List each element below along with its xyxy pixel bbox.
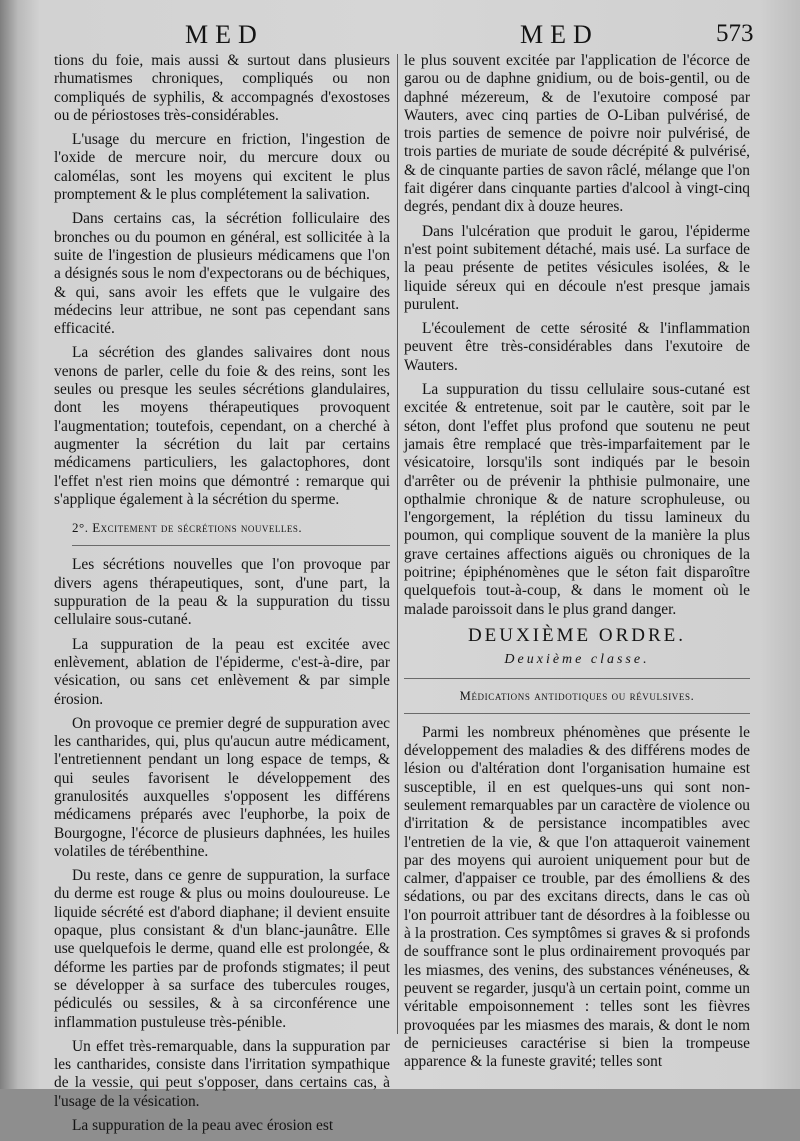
paragraph: Dans certains cas, la sécrétion folliculaire des bronches ou du poumon en général, est sollicitée à la suite de l'ingestion de plusieurs médicamens que l'on a désignés sous le nom d'expectorans ou de béchiques, & qui, sans avoir les effets que le vulgaire des médecins leur attribue, ne sont pas cependant sans efficacité. <box>54 210 390 338</box>
right-column <box>404 52 750 1077</box>
paragraph: La sécrétion des glandes salivaires dont nous venons de parler, celle du foie & des reins, sont les seules ou presque les seules sécrétions glandulaires, dont les moyens thérapeutiques provoquent l'augmentation; toutefois, cependant, on a cherché à augmenter la sécrétion du lait par certains médicamens particuliers, les galactophores, dont l'effet n'est rien moins que démontré : remarque qui s'applique également à la sécrétion du sperme. <box>54 344 390 508</box>
class-heading: Deuxième classe. <box>404 651 750 678</box>
paragraph: Dans l'ulcération que produit le garou, l'épiderme n'est point subitement détaché, mais usé. La surface de la peau présente de petites vésicules isolées, & le liquide séreux qui en découle n'est presque jamais purulent. <box>404 222 750 313</box>
order-heading: DEUXIÈME ORDRE. <box>467 624 687 646</box>
paragraph: tions du foie, mais aussi & surtout dans plusieurs rhumatismes chroniques, compliqués ou non compliqués de syphilis, & accompagnés d'exostoses ou de périostoses très-considérables. <box>54 52 390 124</box>
paragraph: La suppuration de la peau avec érosion est <box>72 1117 334 1135</box>
paragraph: La suppuration de la peau est excitée avec enlèvement, ablation de l'épiderme, c'est-à-dire, par vésication, ou sans cet enlèvement & par simple érosion. <box>54 635 390 708</box>
column-divider <box>397 54 398 1034</box>
header-right-title: MED <box>520 20 599 49</box>
paragraph: le plus souvent excitée par l'application de l'écorce de garou ou de daphne gnidium, ou de bois-gentil, ou de daphné mézereum, & de l'exutoire composé par Wauters, avec cinq parties de O-Liban pulvérisé, de trois parties de semence de poivre noir pulvérisé, de trois parties de muriate de soude décrépité & pulvérisé, & de cinquante parties de savon râclé, mélange que l'on fait digérer dans cinquante parties d'alcool à vingt-cinq degrés, pendant dix à douze heures. <box>404 52 750 216</box>
running-header <box>0 20 800 52</box>
page-number: 573 <box>716 20 754 47</box>
paragraph: Les sécrétions nouvelles que l'on provoque par divers agens thérapeutiques, sont, d'une part, la suppuration de la peau & la suppuration du tissu cellulaire sous-cutané. <box>54 556 390 629</box>
header-left-title: MED <box>185 20 264 49</box>
section-heading: 2°. Excitement de sécrétions nouvelles. <box>72 519 390 546</box>
paragraph: Parmi les nombreux phénomènes que présente le développement des maladies & des différens modes de lésion ou d'altération dont l'organisation humaine est susceptible, il en est quelques-uns qui sont non-seulement remarquables par un caractère de violence ou d'irritation & de persistance incompatibles avec l'entretien de la vie, & que l'on attaqueroit vainement par des moyens qui auroient uniquement pour but de calmer, d'appaiser ce trouble, par des émolliens & des sédations, ou par des excitans directs, dans le cas où l'on pourroit attribuer tant de désordres à la foiblesse ou à la prostration. Ces symptômes si graves & si profonds de souffrance sont le plus ordinairement provoqués par les miasmes, des venins, des substances vénéneuses, & peuvent se regarder, jusqu'à un certain point, comme un véritable empoisonnement : telles sont les fièvres provoquées par les miasmes des marais, & dont le nom de pernicieuses caractérise si bien la trompeuse apparence & la funeste gravité; telles sont <box>404 723 750 1071</box>
paragraph: On provoque ce premier degré de suppuration avec les cantharides, qui, plus qu'aucun autre médicament, l'entretiennent pendant un long espace de temps, & qui seules favorisent le développement des granulosités auxquelles s'opposent les différens médicamens préparés avec l'euphorbe, la poix de Bourgogne, l'écorce de plusieurs daphnées, les huiles volatiles de térébenthine. <box>54 714 390 860</box>
paragraph: Du reste, dans ce genre de suppuration, la surface du derme est rouge & plus ou moins douloureuse. Le liquide sécrété est d'abord diaphane; il devient ensuite opaque, plus consistant & d'un blanc-jaunâtre. Elle use quelquefois le derme, quand elle est prolongée, & déforme les parties par de profonds stigmates; il peut se développer à sa surface des tubercules rouges, pédiculés ou sessiles, & à sa circonférence une inflammation pustuleuse très-pénible. <box>54 867 390 1031</box>
paragraph: Un effet très-remarquable, dans la suppuration par les cantharides, consiste dans l'irritation sympathique de la vessie, qui peut s'opposer, dans certains cas, à l'usage de la vésication. <box>54 1037 390 1110</box>
paragraph: L'écoulement de cette sérosité & l'inflammation peuvent être très-considérables dans l'exutoire de Wauters. <box>404 320 750 374</box>
medications-heading: Médications antidotiques ou révulsives. <box>404 687 750 714</box>
paragraph: La suppuration du tissu cellulaire sous-cutané est excitée & entretenue, soit par le cautère, soit par le séton, dont l'effet plus profond que soutenu ne peut jamais être remplacé que très-imparfaitement par le vésicatoire, lorsqu'ils sont indiqués par le besoin d'arrêter ou de prévenir la phthisie pulmonaire, une opthalmie chronique & de nature scrophuleuse, ou l'engorgement, la réplétion du tissu lamineux du poumon, qui complique souvent de la manière la plus grave certaines affections aiguës ou chroniques de la poitrine; épiphénomènes que le séton fait disparoître quelquefois tout-à-coup, & dans le moment où le malade paroissoit dans le plus grand danger. <box>404 381 750 618</box>
left-column <box>54 52 390 1141</box>
paragraph: L'usage du mercure en friction, l'ingestion de l'oxide de mercure noir, du mercure doux ou calomélas, sont les moyens qui excitent le plus promptement & le plus complétement la salivation. <box>54 131 390 204</box>
